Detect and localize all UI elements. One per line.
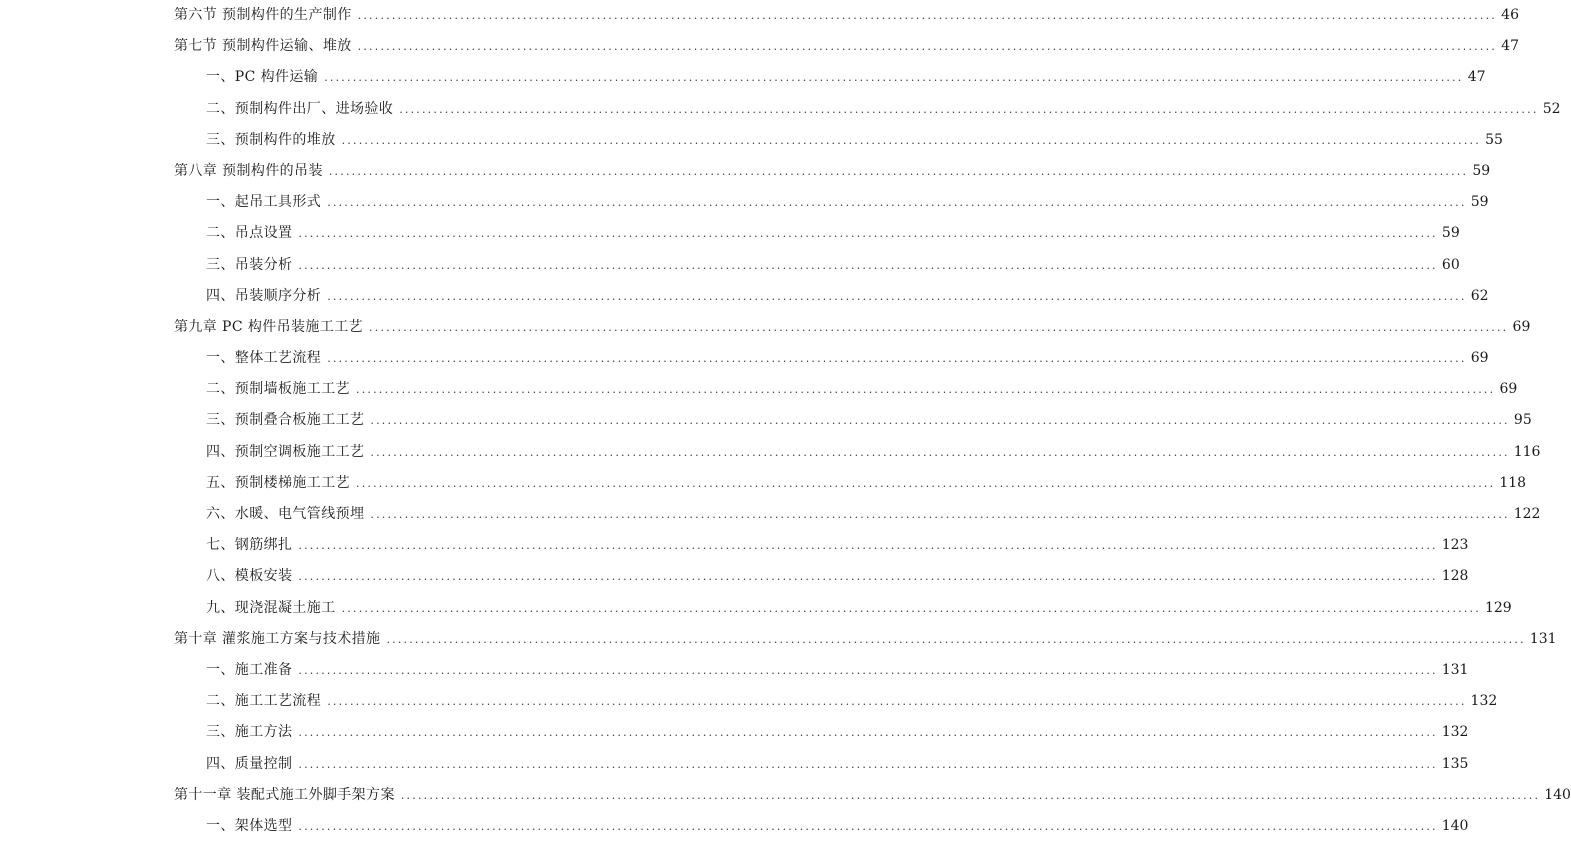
toc-entry-title: 二、预制墙板施工工艺 [206, 381, 350, 398]
toc-entry-4[interactable] [174, 94, 1561, 125]
toc-page-number: 47 [1501, 38, 1519, 55]
toc-dot-leader: ........................................................................................................................................................................................................ [369, 320, 1509, 334]
toc-dot-leader: ........................................................................................................................................................................................................ [341, 133, 1481, 147]
toc-page-number: 69 [1512, 318, 1531, 335]
toc-entry-title: 三、吊装分析 [206, 256, 293, 273]
toc-page-number: 140 [1441, 817, 1469, 834]
toc-entry-title: 二、施工工艺流程 [206, 693, 322, 710]
toc-entry-21[interactable] [174, 624, 1557, 655]
toc-dot-leader: ........................................................................................................................................................................................................ [298, 663, 1438, 677]
toc-entry-25[interactable] [174, 749, 1469, 780]
toc-dot-leader: ........................................................................................................................................................................................................ [298, 570, 1438, 584]
toc-entry-title: 第十一章 装配式施工外脚手架方案 [174, 786, 395, 803]
toc-entry-title: 三、预制叠合板施工工艺 [206, 412, 365, 429]
toc-dot-leader: ........................................................................................................................................................................................................ [356, 383, 1496, 397]
toc-dot-leader: ........................................................................................................................................................................................................ [356, 476, 1496, 490]
toc-page-number: 59 [1472, 162, 1491, 179]
toc-entry-title: 二、吊点设置 [206, 225, 293, 242]
toc-page-number: 116 [1513, 443, 1541, 460]
toc-page-number: 69 [1499, 381, 1518, 398]
toc-dot-leader: ........................................................................................................................................................................................................ [298, 726, 1438, 740]
toc-dot-leader: ........................................................................................................................................................................................................ [357, 9, 1497, 22]
toc-page-number: 140 [1544, 786, 1571, 803]
toc-entry-title: 九、现浇混凝土施工 [206, 599, 336, 616]
toc-page-number: 60 [1441, 256, 1460, 273]
toc-entry-title: 八、模板安装 [206, 568, 293, 585]
toc-entry-3[interactable] [174, 62, 1486, 93]
toc-dot-leader: ........................................................................................................................................................................................................ [298, 539, 1438, 553]
toc-dot-leader: ........................................................................................................................................................................................................ [327, 352, 1467, 366]
toc-entry-title: 六、水暖、电气管线预埋 [206, 506, 365, 522]
toc-dot-leader: ........................................................................................................................................................................................................ [324, 71, 1464, 85]
toc-entry-title: 第六节 预制构件的生产制作 [174, 7, 352, 23]
toc-entry-17[interactable] [174, 499, 1541, 530]
toc-page-number: 135 [1441, 755, 1469, 772]
toc-page-number: 95 [1513, 412, 1532, 429]
toc-page-number: 132 [1470, 693, 1498, 710]
toc-dot-leader: ........................................................................................................................................................................................................ [370, 414, 1510, 428]
toc-entry-9[interactable] [174, 250, 1460, 281]
toc-entry-title: 一、起吊工具形式 [206, 194, 322, 211]
toc-entry-title: 一、整体工艺流程 [206, 350, 322, 367]
toc-dot-leader: ........................................................................................................................................................................................................ [400, 788, 1541, 802]
toc-page-number: 46 [1501, 7, 1519, 23]
toc-page-number: 131 [1441, 661, 1469, 678]
toc-dot-leader: ........................................................................................................................................................................................................ [399, 102, 1539, 116]
toc-entry-23[interactable] [174, 686, 1498, 717]
toc-dot-leader: ........................................................................................................................................................................................................ [298, 227, 1438, 241]
toc-entry-11[interactable] [174, 312, 1531, 343]
toc-dot-leader: ........................................................................................................................................................................................................ [328, 164, 1469, 178]
toc-page-number: 123 [1441, 537, 1469, 554]
toc-entry-1[interactable] [174, 0, 1519, 31]
toc-entry-title: 一、架体选型 [206, 817, 293, 834]
toc-page-number: 128 [1441, 568, 1469, 585]
toc-entry-title: 四、预制空调板施工工艺 [206, 443, 365, 460]
toc-dot-leader: ........................................................................................................................................................................................................ [386, 632, 1526, 646]
toc-page-number: 118 [1499, 474, 1527, 491]
toc-entry-title: 第八章 预制构件的吊装 [174, 162, 323, 179]
toc-dot-leader: ........................................................................................................................................................................................................ [357, 40, 1497, 54]
toc-entry-title: 五、预制楼梯施工工艺 [206, 474, 350, 491]
toc-page-number: 55 [1485, 131, 1503, 148]
toc-dot-leader: ........................................................................................................................................................................................................ [298, 258, 1438, 272]
toc-page-number: 62 [1470, 287, 1489, 304]
toc-entry-title: 四、吊装顺序分析 [206, 287, 322, 304]
toc-entry-title: 第九章 PC 构件吊装施工工艺 [174, 318, 364, 335]
toc-entry-27[interactable] [174, 811, 1469, 842]
toc-page-number: 122 [1513, 506, 1541, 522]
toc-dot-leader: ........................................................................................................................................................................................................ [327, 695, 1467, 709]
toc-entry-22[interactable] [174, 655, 1469, 686]
toc-entry-title: 四、质量控制 [206, 755, 293, 772]
toc-entry-2[interactable] [174, 31, 1519, 62]
toc-page-number: 131 [1529, 630, 1557, 647]
toc-entry-7[interactable] [174, 187, 1489, 218]
toc-entry-title: 第七节 预制构件运输、堆放 [174, 38, 352, 55]
toc-entry-10[interactable] [174, 281, 1489, 312]
toc-page-number: 52 [1542, 100, 1561, 117]
toc-page-number: 59 [1441, 225, 1460, 242]
toc-entry-title: 二、预制构件出厂、进场验收 [206, 100, 394, 117]
toc-entry-title: 第十章 灌浆施工方案与技术措施 [174, 630, 381, 647]
toc-entry-title: 三、预制构件的堆放 [206, 131, 336, 148]
table-of-contents [174, 0, 1571, 842]
toc-entry-6[interactable] [174, 156, 1491, 187]
toc-entry-12[interactable] [174, 343, 1489, 374]
toc-entry-title: 七、钢筋绑扎 [206, 537, 293, 554]
toc-page-number: 47 [1467, 69, 1486, 86]
toc-page-number: 59 [1470, 194, 1489, 211]
toc-page-number: 129 [1484, 599, 1512, 616]
toc-entry-14[interactable] [174, 405, 1532, 436]
toc-entry-5[interactable] [174, 125, 1503, 156]
toc-entry-title: 一、施工准备 [206, 661, 293, 678]
toc-entry-18[interactable] [174, 530, 1469, 561]
toc-dot-leader: ........................................................................................................................................................................................................ [327, 196, 1467, 210]
toc-dot-leader: ........................................................................................................................................................................................................ [327, 289, 1467, 303]
toc-entry-20[interactable] [174, 593, 1512, 624]
toc-entry-19[interactable] [174, 561, 1469, 592]
toc-dot-leader: ........................................................................................................................................................................................................ [341, 601, 1481, 615]
toc-entry-15[interactable] [174, 437, 1541, 468]
toc-dot-leader: ........................................................................................................................................................................................................ [370, 445, 1510, 459]
toc-entry-8[interactable] [174, 218, 1460, 249]
toc-dot-leader: ........................................................................................................................................................................................................ [370, 508, 1510, 521]
toc-entry-16[interactable] [174, 468, 1527, 499]
toc-entry-title: 一、PC 构件运输 [206, 69, 319, 86]
toc-dot-leader: ........................................................................................................................................................................................................ [298, 757, 1438, 771]
toc-page-number: 132 [1441, 724, 1469, 741]
toc-entry-26[interactable] [174, 780, 1571, 811]
toc-entry-title: 三、施工方法 [206, 724, 293, 741]
toc-dot-leader: ........................................................................................................................................................................................................ [298, 819, 1438, 833]
toc-entry-24[interactable] [174, 717, 1469, 748]
toc-entry-13[interactable] [174, 374, 1518, 405]
toc-page-number: 69 [1470, 350, 1489, 367]
